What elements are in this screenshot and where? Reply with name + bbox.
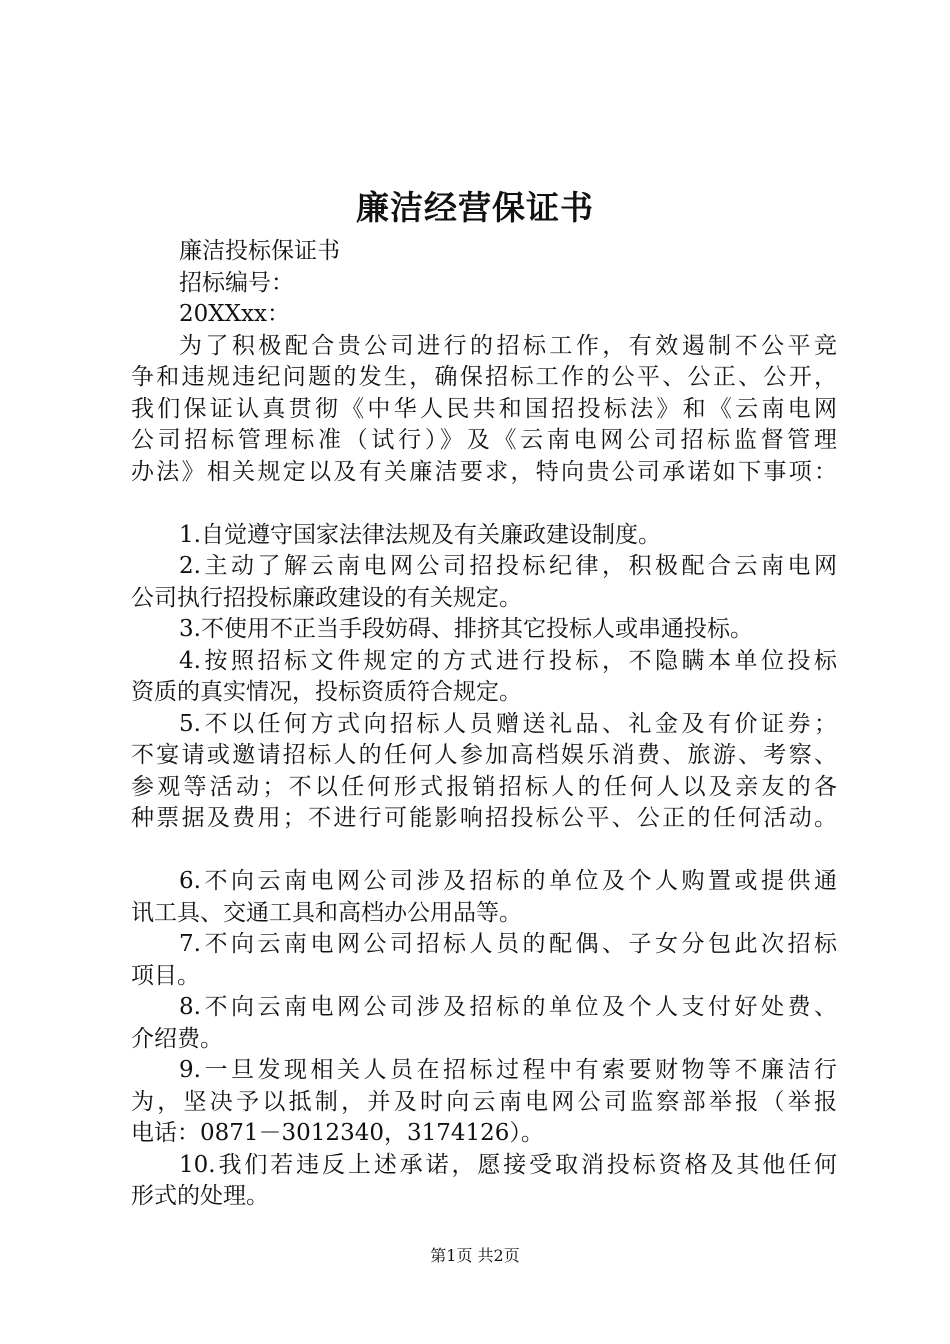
commitment-item-5 <box>131 709 837 835</box>
item-line: 6.不向云南电网公司涉及招标的单位及个人购置或提供通 <box>179 868 837 894</box>
intro-line: 我们保证认真贯彻《中华人民共和国招投标法》和《云南电网 <box>131 395 837 422</box>
item-line: 资质的真实情况，投标资质符合规定。 <box>131 679 522 705</box>
item-line: 10.我们若违反上述承诺，愿接受取消投标资格及其他任何 <box>179 1151 837 1178</box>
item-line: 种票据及费用；不进行可能影响招投标公平、公正的任何活动。 <box>131 805 837 831</box>
commitment-item-6 <box>131 866 837 929</box>
item-line: 9.一旦发现相关人员在招标过程中有索要财物等不廉洁行 <box>179 1057 837 1083</box>
commitment-item-1 <box>131 520 837 552</box>
date-line: 20XXxx： <box>179 301 290 327</box>
item-line: 7.不向云南电网公司招标人员的配偶、子女分包此次招标 <box>179 931 837 957</box>
intro-line: 公司招标管理标准（试行）》及《云南电网公司招标监督管理 <box>131 427 837 453</box>
page-footer: 第1页 共2页 <box>430 1246 520 1265</box>
item-line: 形式的处理。 <box>131 1183 269 1209</box>
item-line: 参观等活动；不以任何形式报销招标人的任何人以及亲友的各 <box>131 773 837 800</box>
item-line: 讯工具、交通工具和高档办公用品等。 <box>131 899 522 926</box>
item-line: 公司执行招投标廉政建设的有关规定。 <box>131 584 522 611</box>
document-body <box>131 236 837 1213</box>
commitment-item-9 <box>131 1055 837 1150</box>
bid-number-label: 招标编号： <box>179 269 294 296</box>
item-line: 1.自觉遵守国家法律法规及有关廉政建设制度。 <box>179 521 661 548</box>
paragraph-gap <box>131 835 837 867</box>
item-line: 5.不以任何方式向招标人员赠送礼品、礼金及有价证券； <box>179 710 837 737</box>
item-line: 介绍费。 <box>131 1025 223 1052</box>
item-line: 为，坚决予以抵制，并及时向云南电网公司监察部举报（举报 <box>131 1088 837 1115</box>
commitment-item-7 <box>131 929 837 992</box>
commitment-item-3 <box>131 614 837 646</box>
item-line: 不宴请或邀请招标人的任何人参加高档娱乐消费、旅游、考察、 <box>131 742 837 768</box>
commitment-item-8 <box>131 992 837 1055</box>
item-line: 电话：0871－3012340，3174126）。 <box>131 1120 544 1146</box>
intro-line: 办法》相关规定以及有关廉洁要求，特向贵公司承诺如下事项： <box>131 458 837 485</box>
intro-line: 争和违规违纪问题的发生，确保招标工作的公平、公正、公开， <box>131 364 837 390</box>
document-title: 廉洁经营保证书 <box>356 188 594 227</box>
item-line: 4.按照招标文件规定的方式进行投标，不隐瞒本单位投标 <box>179 647 837 674</box>
subtitle: 廉洁投标保证书 <box>179 238 340 264</box>
intro-line: 为了积极配合贵公司进行的招标工作，有效遏制不公平竞 <box>179 332 837 359</box>
commitment-item-2 <box>131 551 837 614</box>
item-line: 8.不向云南电网公司涉及招标的单位及个人支付好处费、 <box>179 994 837 1020</box>
item-line: 项目。 <box>131 962 200 989</box>
paragraph-gap <box>131 488 837 520</box>
commitment-item-10 <box>131 1150 837 1213</box>
commitment-item-4 <box>131 646 837 709</box>
item-line: 2.主动了解云南电网公司招投标纪律，积极配合云南电网 <box>179 553 837 579</box>
item-line: 3.不使用不正当手段妨碍、排挤其它投标人或串通投标。 <box>179 616 753 642</box>
intro-paragraph <box>131 331 837 489</box>
